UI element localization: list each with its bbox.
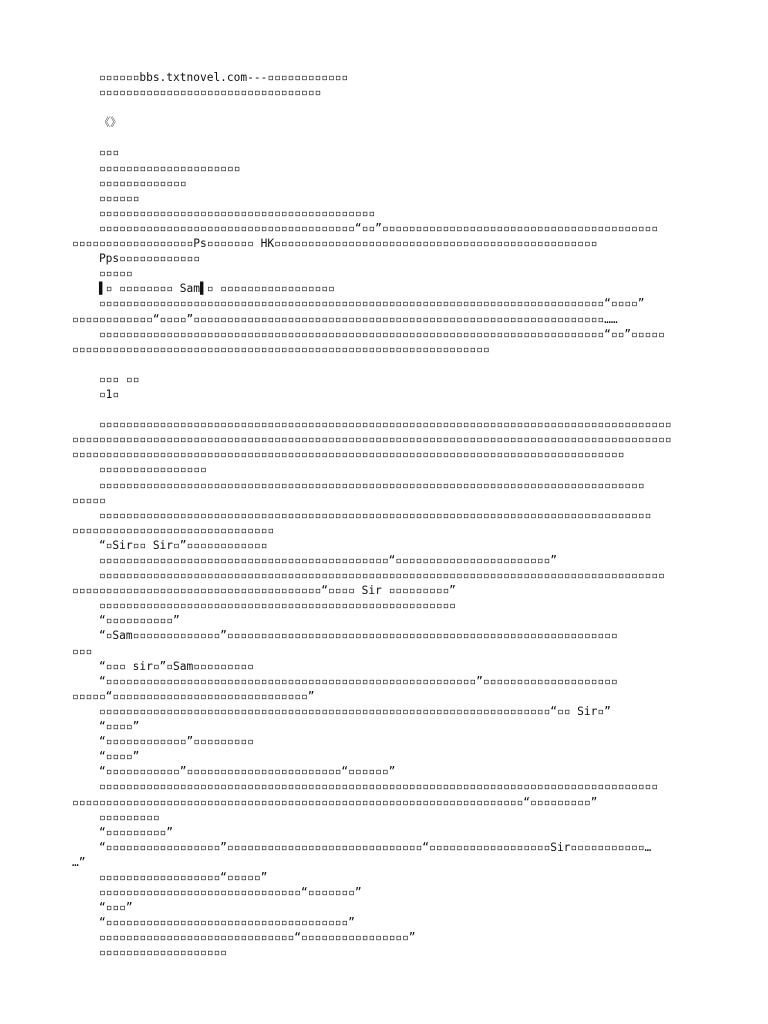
document-body [72,70,698,961]
text-line: ▫▫▫ [72,644,93,658]
text-line: ▫▫▫▫▫▫▫▫▫▫▫▫▫▫▫▫▫▫▫▫▫▫▫▫▫▫▫▫▫▫“▫▫▫▫▫▫▫” [72,886,362,900]
text-line: “▫▫▫▫” [72,750,140,764]
text-line: ▫▫▫▫▫▫▫▫▫▫▫▫▫▫▫▫▫▫▫ [72,946,227,960]
blank-line [72,130,698,145]
text-line: “▫▫▫▫▫▫▫▫▫▫▫▫▫▫▫▫▫”▫▫▫▫▫▫▫▫▫▫▫▫▫▫▫▫▫▫▫▫▫▫▫▫▫▫▫▫▫“▫▫▫▫▫▫▫▫▫▫▫▫▫▫▫▫▫▫Sir▫▫▫▫▫▫▫▫▫▫▫… [72,840,652,854]
blank-line [72,357,698,372]
text-line: 《》 [72,116,122,130]
text-line: ▫▫▫▫▫▫▫▫▫ [72,810,160,824]
text-line: “▫▫▫” [72,901,133,915]
text-line: ▫▫▫▫▫▫▫▫▫▫▫▫▫▫▫▫▫▫▫▫▫▫▫▫▫▫▫▫▫▫▫▫▫▫▫▫▫▫“▫▫”▫▫▫▫▫▫▫▫▫▫▫▫▫▫▫▫▫▫▫▫▫▫▫▫▫▫▫▫▫▫▫▫▫▫▫▫▫▫▫▫▫ [72,221,658,235]
text-line: “▫▫▫ sir▫”▫Sam▫▫▫▫▫▫▫▫▫ [72,659,254,673]
text-line: ▫▫▫▫▫▫▫▫▫▫▫▫▫▫▫▫▫▫▫▫▫▫▫▫▫▫▫▫▫▫▫▫▫▫▫▫▫▫▫▫▫▫▫▫▫▫▫▫▫▫▫▫▫▫▫▫▫▫▫▫▫▫▫▫▫▫▫▫▫▫▫▫▫▫▫▫▫▫▫▫▫ [72,478,645,492]
text-line: ▫▫▫ [72,146,120,160]
text-line: ▫▫▫▫▫▫▫▫▫▫▫▫▫▫▫▫▫▫Ps▫▫▫▫▫▫▫ HK▫▫▫▫▫▫▫▫▫▫▫▫▫▫▫▫▫▫▫▫▫▫▫▫▫▫▫▫▫▫▫▫▫▫▫▫▫▫▫▫▫▫▫▫▫▫▫▫ [72,237,598,251]
text-line: ▫▫▫▫▫▫▫▫▫▫▫▫▫ [72,176,187,190]
text-line: ▌▫ ▫▫▫▫▫▫▫▫ Sam▌▫ ▫▫▫▫▫▫▫▫▫▫▫▫▫▫▫▫▫ [72,282,335,296]
text-line: ▫▫▫▫▫▫▫▫▫▫▫▫▫▫▫▫▫▫▫▫▫▫▫▫▫▫▫▫▫▫ [72,523,275,537]
text-line: ▫▫▫▫▫▫▫▫▫▫▫▫▫▫▫▫▫▫▫▫▫▫▫▫▫▫▫▫▫▫▫▫▫▫▫▫▫▫▫▫▫▫▫▫▫▫▫▫▫▫▫▫▫▫▫▫▫▫▫▫▫▫▫▫▫▫▫▫▫▫▫▫▫▫▫▫▫▫▫▫▫▫▫▫ [72,569,665,583]
text-line: “▫Sam▫▫▫▫▫▫▫▫▫▫▫▫▫”▫▫▫▫▫▫▫▫▫▫▫▫▫▫▫▫▫▫▫▫▫▫▫▫▫▫▫▫▫▫▫▫▫▫▫▫▫▫▫▫▫▫▫▫▫▫▫▫▫▫▫▫▫▫▫▫▫▫ [72,629,618,643]
text-line: “▫▫▫▫” [72,720,140,734]
text-line: ▫▫▫▫▫▫bbs.txtnovel.com---▫▫▫▫▫▫▫▫▫▫▫▫ [72,71,349,84]
text-line: ▫▫▫▫▫▫▫▫▫▫▫▫▫▫▫▫▫▫▫▫▫▫▫▫▫▫▫▫▫▫▫▫▫▫▫▫▫▫▫▫▫▫▫▫▫▫▫▫▫▫▫▫▫▫▫▫▫▫▫▫▫▫▫▫▫▫▫▫▫▫▫▫▫▫▫▫▫▫▫▫▫▫▫▫▫▫▫▫▫ [72,433,672,447]
text-line: ▫▫▫▫▫▫▫▫▫▫▫▫▫▫▫▫▫▫▫▫▫▫▫▫▫▫▫▫▫▫▫▫▫▫▫▫▫▫▫▫▫▫▫▫▫▫▫▫▫▫▫▫▫▫▫▫▫▫▫▫▫▫ [72,342,490,356]
text-line: ▫1▫ [72,387,120,401]
text-line: “▫▫▫▫▫▫▫▫▫▫▫▫▫▫▫▫▫▫▫▫▫▫▫▫▫▫▫▫▫▫▫▫▫▫▫▫” [72,916,355,930]
text-line: ▫▫▫ ▫▫ [72,372,140,386]
text-line: ▫▫▫▫▫▫▫▫▫▫▫▫▫▫▫▫▫▫▫▫▫▫▫▫▫▫▫▫▫▫▫▫▫▫▫▫▫▫▫▫▫▫▫▫▫▫▫▫▫▫▫▫▫ [72,599,456,613]
text-line: “▫▫▫▫▫▫▫▫▫▫▫▫”▫▫▫▫▫▫▫▫▫ [72,735,254,749]
text-line: ▫▫▫▫▫▫▫▫▫▫▫▫▫▫▫▫▫▫▫▫▫▫▫▫▫▫▫▫▫▫▫▫▫▫▫▫▫“▫▫▫▫ Sir ▫▫▫▫▫▫▫▫▫” [72,584,456,598]
text-line: “▫▫▫▫▫▫▫▫▫▫▫”▫▫▫▫▫▫▫▫▫▫▫▫▫▫▫▫▫▫▫▫▫▫▫“▫▫▫▫▫▫” [72,765,396,779]
text-line: ▫▫▫▫▫ [72,267,133,281]
blank-line [72,100,698,115]
text-line: “▫▫▫▫▫▫▫▫▫” [72,825,174,839]
blank-line [72,402,698,417]
text-line: ▫▫▫▫▫▫▫▫▫▫▫▫▫▫▫▫▫▫▫▫▫▫▫▫▫▫▫▫▫▫▫▫▫ [72,86,322,100]
text-line: Pps▫▫▫▫▫▫▫▫▫▫▫▫ [72,252,200,266]
text-line: ▫▫▫▫▫▫▫▫▫▫▫▫▫▫▫▫▫▫▫▫▫▫▫▫▫▫▫▫▫▫▫▫▫▫▫▫▫▫▫▫▫▫▫▫▫▫▫▫▫▫▫▫▫▫▫▫▫▫▫▫▫▫▫▫▫▫▫▫▫▫▫▫▫▫▫▫▫▫▫▫▫▫▫▫▫ [72,418,672,432]
text-line: ▫▫▫▫▫“▫▫▫▫▫▫▫▫▫▫▫▫▫▫▫▫▫▫▫▫▫▫▫▫▫▫▫▫▫” [72,689,315,703]
text-line: ▫▫▫▫▫▫▫▫▫▫▫▫▫▫▫▫▫▫▫▫▫▫▫▫▫▫▫▫▫▫▫▫▫▫▫▫▫▫▫▫▫▫▫“▫▫▫▫▫▫▫▫▫▫▫▫▫▫▫▫▫▫▫▫▫▫▫” [72,554,557,567]
text-line: ▫▫▫▫▫▫▫▫▫▫▫▫▫▫▫▫▫▫▫▫▫▫▫▫▫▫▫▫▫▫▫▫▫▫▫▫▫▫▫▫▫▫▫▫▫▫▫▫▫▫▫▫▫▫▫▫▫▫▫▫▫▫▫▫▫▫▫“▫▫ Sir▫” [72,704,611,718]
text-line: ▫▫▫▫▫▫▫▫▫▫▫▫▫▫▫▫▫▫▫▫▫▫▫▫▫▫▫▫▫“▫▫▫▫▫▫▫▫▫▫▫▫▫▫▫▫” [72,931,416,945]
text-line: ▫▫▫▫▫▫▫▫▫▫▫▫▫▫▫▫▫▫▫▫▫▫▫▫▫▫▫▫▫▫▫▫▫▫▫▫▫▫▫▫▫▫▫▫▫▫▫▫▫▫▫▫▫▫▫▫▫▫▫▫▫▫▫▫▫▫▫▫▫▫▫▫▫▫▫“▫▫▫▫” [72,297,645,311]
text-line: ▫▫▫▫▫▫▫▫▫▫▫▫▫▫▫▫ [72,463,207,477]
text-line: ▫▫▫▫▫▫▫▫▫▫▫▫▫▫▫▫▫▫▫▫▫▫▫▫▫▫▫▫▫▫▫▫▫▫▫▫▫▫▫▫▫▫▫▫▫▫▫▫▫▫▫▫▫▫▫▫▫▫▫▫▫▫▫▫▫▫▫“▫▫▫▫▫▫▫▫▫” [72,795,598,809]
text-line: ▫▫▫▫▫▫▫▫▫▫▫▫▫▫▫▫▫▫▫▫▫▫▫▫▫▫▫▫▫▫▫▫▫▫▫▫▫▫▫▫▫▫▫▫▫▫▫▫▫▫▫▫▫▫▫▫▫▫▫▫▫▫▫▫▫▫▫▫▫▫▫▫▫▫▫▫▫▫▫▫▫▫ [72,448,625,462]
text-line: “▫▫▫▫▫▫▫▫▫▫▫▫▫▫▫▫▫▫▫▫▫▫▫▫▫▫▫▫▫▫▫▫▫▫▫▫▫▫▫▫▫▫▫▫▫▫▫▫▫▫▫▫▫▫▫”▫▫▫▫▫▫▫▫▫▫▫▫▫▫▫▫▫▫▫▫ [72,674,618,688]
text-line: ▫▫▫▫▫▫▫▫▫▫▫▫▫▫▫▫▫▫“▫▫▫▫▫” [72,870,268,884]
text-line: ▫▫▫▫▫▫▫▫▫▫▫▫“▫▫▫▫”▫▫▫▫▫▫▫▫▫▫▫▫▫▫▫▫▫▫▫▫▫▫▫▫▫▫▫▫▫▫▫▫▫▫▫▫▫▫▫▫▫▫▫▫▫▫▫▫▫▫▫▫▫▫▫▫▫▫▫▫▫…… [72,312,618,326]
text-line: ▫▫▫▫▫▫ [72,191,140,205]
text-line: ▫▫▫▫▫ [72,493,106,507]
text-line: “▫Sir▫▫ Sir▫”▫▫▫▫▫▫▫▫▫▫▫▫ [72,538,268,552]
text-line: ▫▫▫▫▫▫▫▫▫▫▫▫▫▫▫▫▫▫▫▫▫▫▫▫▫▫▫▫▫▫▫▫▫▫▫▫▫▫▫▫▫▫▫▫▫▫▫▫▫▫▫▫▫▫▫▫▫▫▫▫▫▫▫▫▫▫▫▫▫▫▫▫▫▫▫“▫▫”▫▫▫▫▫ [72,327,665,341]
text-line: ▫▫▫▫▫▫▫▫▫▫▫▫▫▫▫▫▫▫▫▫▫▫▫▫▫▫▫▫▫▫▫▫▫▫▫▫▫▫▫▫▫▫▫▫▫▫▫▫▫▫▫▫▫▫▫▫▫▫▫▫▫▫▫▫▫▫▫▫▫▫▫▫▫▫▫▫▫▫▫▫▫▫▫ [72,780,658,794]
text-line: …” [72,855,86,869]
text-line: ▫▫▫▫▫▫▫▫▫▫▫▫▫▫▫▫▫▫▫▫▫▫▫▫▫▫▫▫▫▫▫▫▫▫▫▫▫▫▫▫▫▫▫▫▫▫▫▫▫▫▫▫▫▫▫▫▫▫▫▫▫▫▫▫▫▫▫▫▫▫▫▫▫▫▫▫▫▫▫▫▫▫ [72,508,652,522]
text-line: “▫▫▫▫▫▫▫▫▫▫” [72,614,180,628]
text-line: ▫▫▫▫▫▫▫▫▫▫▫▫▫▫▫▫▫▫▫▫▫▫▫▫▫▫▫▫▫▫▫▫▫▫▫▫▫▫▫▫▫ [72,206,376,220]
text-line: ▫▫▫▫▫▫▫▫▫▫▫▫▫▫▫▫▫▫▫▫▫ [72,161,241,175]
